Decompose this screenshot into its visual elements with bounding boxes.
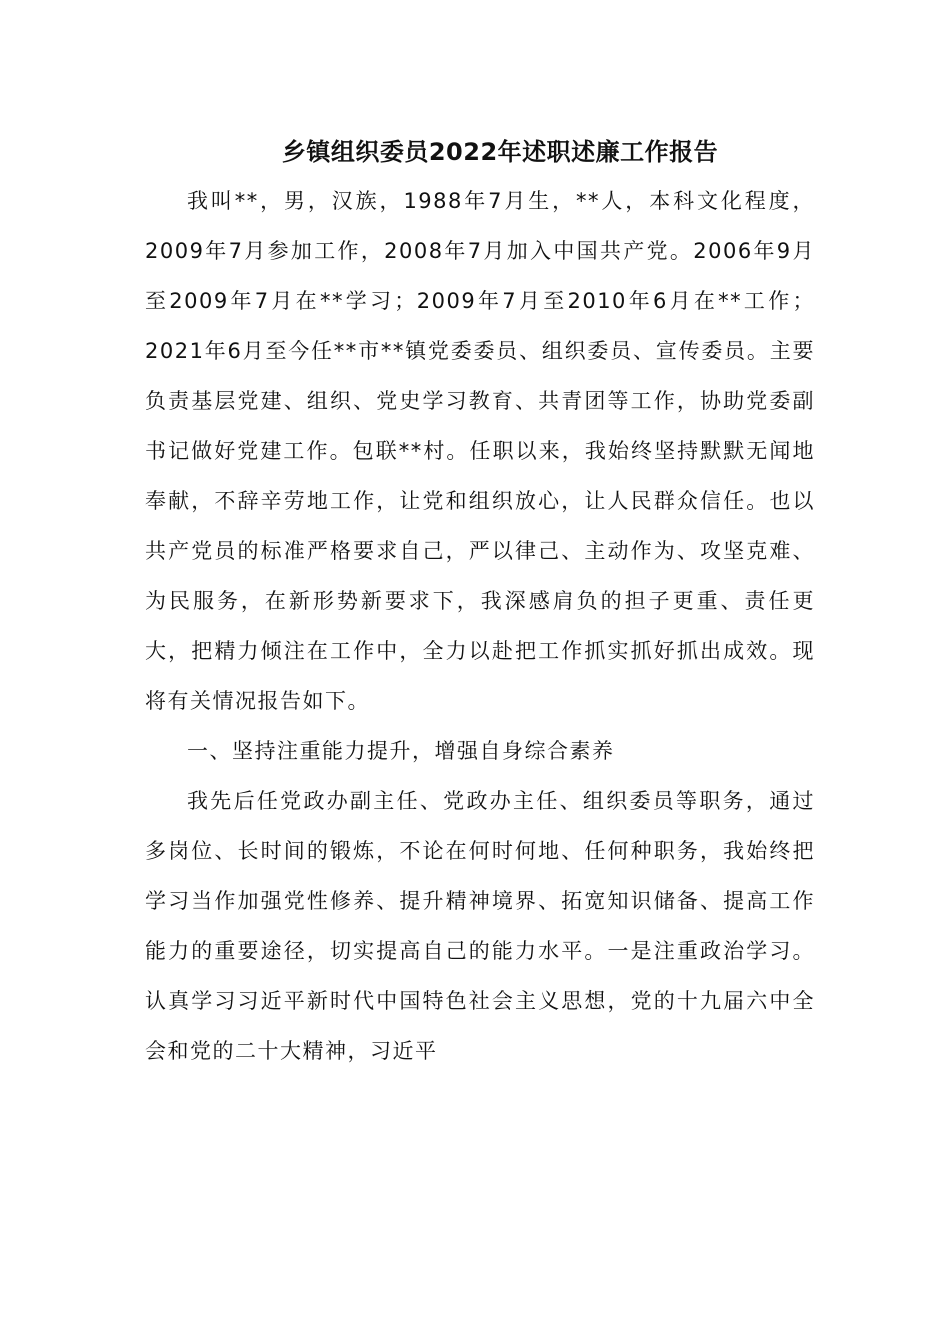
paragraph-section-1: 我先后任党政办副主任、党政办主任、组织委员等职务，通过多岗位、长时间的锻炼，不论在何时何地、任何种职务，我始终把学习当作加强党性修养、提升精神境界、拓宽知识储备、提高工作能力的重要途径，切实提高自己的能力水平。一是注重政治学习。认真学习习近平新时代中国特色社会主义思想，党的十九届六中全会和党的二十大精神，习近平 — [145, 789, 815, 1063]
section-heading-1: 一、坚持注重能力提升，增强自身综合素养 — [187, 739, 615, 763]
paragraph-intro: 我叫**，男，汉族，1988年7月生，**人，本科文化程度，2009年7月参加工作，2008年7月加入中国共产党。2006年9月至2009年7月在**学习；2009年7月至2010年6月在**工作；2021年6月至今任**市**镇党委委员、组织委员、宣传委员。主要负责基层党建、组织、党史学习教育、共青团等工作，协助党委副书记做好党建工作。包联**村。任职以来，我始终坚持默默无闻地奉献，不辞辛劳地工作，让党和组织放心，让人民群众信任。也以共产党员的标准严格要求自己，严以律己、主动作为、攻坚克难、为民服务，在新形势新要求下，我深感肩负的担子更重、责任更大，把精力倾注在工作中，全力以赴把工作抓实抓好抓出成效。现将有关情况报告如下。 — [145, 189, 815, 713]
document-body — [145, 176, 815, 1076]
document-title: 乡镇组织委员2022年述职述廉工作报告 — [281, 138, 719, 166]
